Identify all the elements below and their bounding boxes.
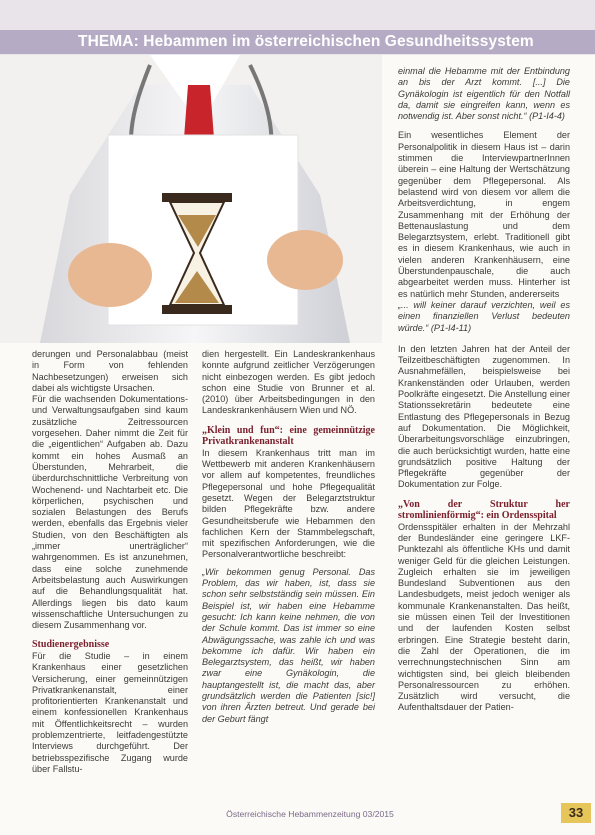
page-title: THEMA: Hebammen im österreichischen Gesundheitssystem — [78, 33, 534, 50]
column-right — [398, 66, 570, 714]
paragraph: derungen und Personalabbau (meist in Form von fehlenden Nachbesetzungen) erweisen sich dabei als wichtigste Ursachen. — [32, 349, 188, 393]
paragraph: Für die wachsenden Dokumentations- und Verwaltungsaufgaben sind kaum zusätzliche Zeitressourcen vorgesehen. Daher nimmt die Zeit für die „eigentlichen“ Aufgaben ab. Dazu kommt ein hohes Ausmaß an Überstunden, Mehrarbeit, die überdurchschnittliche Verbreitung von Wochenend- und Nachtarbeit etc. Die körperlichen, psychischen und sozialen Belastungen des Berufs werden, ebenfalls das Ergebnis vieler Studien, von den Beschäftigten als „immer unerträglicher“ wahrgenommen. Es ist anzunehmen, dass eine solche zunehmende Arbeitsbelastung auch Auswirkungen auf die Behandlungsqualität hat. Allerdings liegen bis dato kaum wissenschaftliche Untersuchungen zu diesem Zusammenhang vor. — [32, 394, 188, 631]
quote: einmal die Hebamme mit der Entbindung an bis der Arzt kommt. [...] Die Gynäkologin ist eigentlich für den Notfall da, damit sie eingreifen kann, wenn es notwendig ist. Aber sonst nicht.“ (P1-I4-4) — [398, 66, 570, 122]
quote: „... will keiner darauf verzichten, weil es einen finanziellen Verlust bedeuten würde.“ (P1-I4-11) — [398, 299, 570, 333]
section-heading: Studienergebnisse — [32, 639, 110, 651]
paragraph: Ein wesentliches Element der Personalpolitik in diesem Haus ist – darin stimmen die InterviewpartnerInnen überein – eine Haltung der Wertschätzung gegenüber dem Pflegepersonal. Als belastend wird von diesem vor allem die Arbeitsverdichtung, in engem Zusammenhang mit der Erhöhung der Bettenauslastung und dem Belegarztsystem, erlebt. Traditionell gibt es in diesem Krankenhaus, wie auch in vielen anderen Krankenhäusern, eine Überstundenpauschale, die auch abgearbeitet werden muss. Hinterher ist es natürlich mehr Stunden, andererseits — [398, 130, 570, 299]
section-heading: „Klein und fun“: eine gemeinnützige Privatkrankenanstalt — [202, 424, 375, 448]
page-number: 33 — [561, 803, 591, 823]
paragraph: Für die Studie – in einem Krankenhaus einer gesetzlichen Versicherung, einer gemeinnützigen Privatkrankenanstalt, einer profitorientierten Krankenanstalt und einem konfessionellen Krankenhaus mit Öffentlichkeitsrecht – wurden problemzentrierte, leitfadengestützte Interviews durchgeführt. Der betriebsspezifische Zugang wurde über Fallstu- — [32, 650, 188, 774]
paragraph: In den letzten Jahren hat der Anteil der Teilzeitbeschäftigten zugenommen. In Ausnahmefällen, beispielsweise bei Krankenständen oder Urlauben, werden Poolkräfte eingesetzt. Die Anstellung einer Stationssekretärin bedeutete eine Entlastung des Pflegepersonals in Bezug auf Dokumentation. Die Möglichkeit, Überarbeitungsvorschläge einzubringen, die auch berücksichtigt wurden, hatte eine grundsätzlich positive Haltung der Pflegekräfte gegenüber der Dokumentation zur Folge. — [398, 343, 570, 490]
quote: „Wir bekommen genug Personal. Das Problem, das wir haben, ist, dass sie schon sehr selbstständig sein müssen. Ein Beispiel ist, wir haben eine Hebamme gesucht: Ich kann keine nehmen, die von der Schule kommt. Das ist immer so eine Abwägungssache, was zahle ich und was bekomme ich dafür. Wir haben ein Belegarztsystem, das heißt, wir haben zwar eine Gynäkologin, die hauptangestellt ist, die macht das, aber grundsätzlich werden die Patienten [sic!] von ihren Ärzten betreut. Und gerade bei der Geburt fängt — [202, 566, 375, 724]
column-middle — [202, 349, 375, 725]
section-heading: „Von der Struktur her stromlinienförmig“: ein Ordensspital — [398, 498, 570, 522]
paragraph: dien hergestellt. Ein Landeskrankenhaus konnte aufgrund zeitlicher Verzögerungen nicht einbezogen werden. Es gibt jedoch schon eine Studie von Brunner et al. (2010) über Arbeitsbedingungen in den Landeskrankenhäusern Wien und NÖ. — [202, 349, 375, 416]
paragraph: In diesem Krankenhaus tritt man im Wettbewerb mit anderen Krankenhäusern vor allem auf kompetentes, freundliches Pflegepersonal und hohe Pflegequalität gesetzt. Wegen der Belegarztstruktur bilden Pflegekräfte bzw. andere Gesundheitsberufe wie Hebammen den fachlichen Kern der Stammbelegschaft, mit spezifischen Anforderungen, wie die Personalverantwortliche beschreibt: — [202, 447, 375, 560]
doctor-hourglass-photo — [0, 55, 382, 343]
column-left — [32, 349, 188, 775]
paragraph: Ordensspitäler erhalten in der Mehrzahl der Bundesländer eine geringere LKF-Punktezahl als öffentliche KHs und damit weniger Geld für die gleichen Leistungen. Zugleich erhalten sie im jeweiligen Bundesland Subventionen aus den Landesbudgets, meist jedoch weniger als kommunale Krankenanstalten. Das heißt, sie müssen einen Teil der Investitionen und der laufenden Kosten selbst erbringen. Eine Strategie besteht darin, die Zahl der Operationen, die im verrechnungstechnischen Sinn am wichtigsten sind, bei gleich bleibenden Personalressourcen zu erhöhen. Zusätzlich wird versucht, die Aufenthaltsdauer der Patien- — [398, 521, 570, 713]
footer-publication: Österreichische Hebammenzeitung 03/2015 — [226, 809, 394, 819]
